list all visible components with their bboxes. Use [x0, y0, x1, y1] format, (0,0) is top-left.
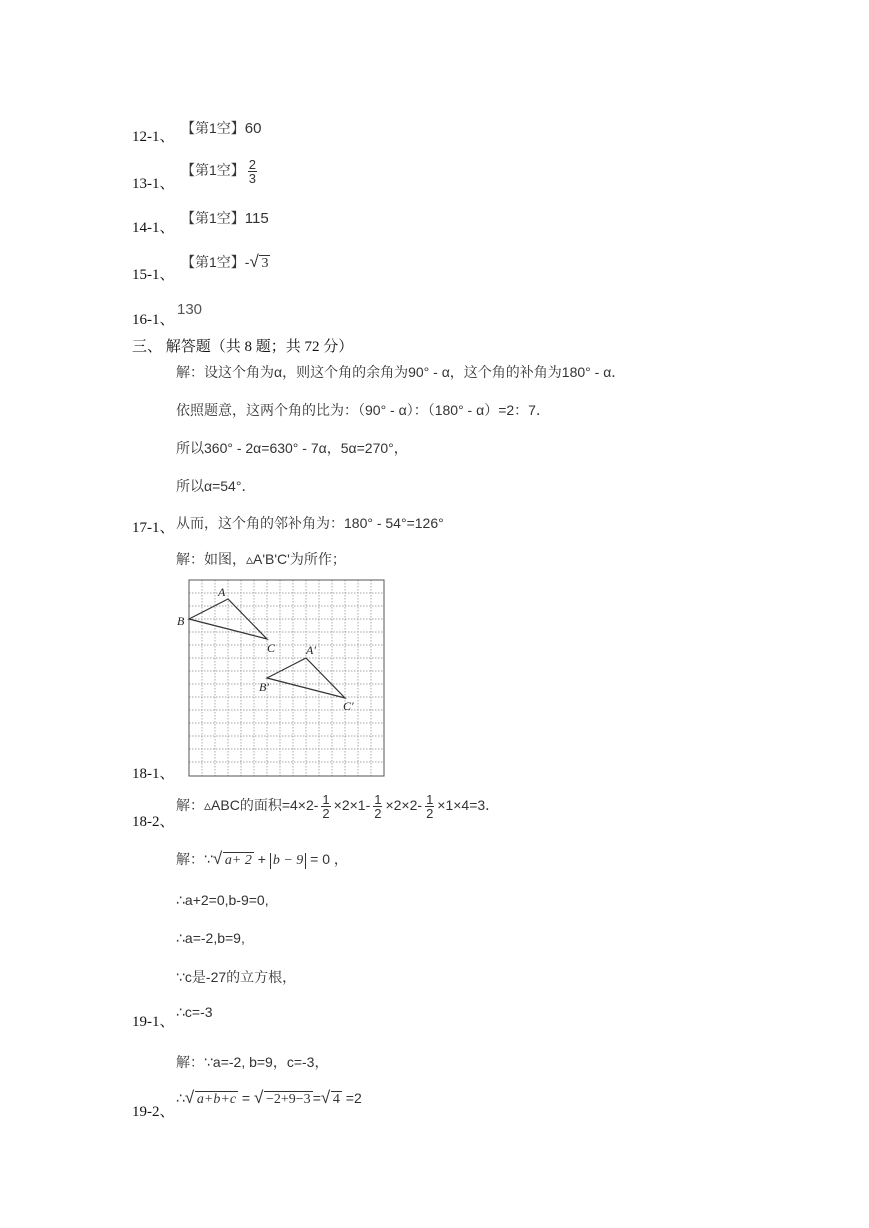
- denominator: 3: [248, 171, 257, 186]
- square-root: √ a+b+c: [184, 1088, 237, 1108]
- q17-label: 17-1、: [132, 520, 175, 536]
- section-title: 三、 解答题（共 8 题；共 72 分）: [132, 339, 354, 355]
- square-root: √ −2+9−3: [254, 1088, 311, 1108]
- point-a-label: A: [218, 585, 226, 599]
- answer-label-15: 15-1、: [132, 267, 175, 283]
- point-c-label: C: [267, 641, 276, 655]
- point-c2-label: C′: [343, 699, 354, 713]
- square-root: √ 3: [249, 252, 269, 272]
- fraction: [248, 158, 257, 185]
- point-b2-label: B′: [259, 680, 269, 694]
- square-root: √ 4: [320, 1088, 340, 1108]
- answer-value: 60: [244, 120, 262, 137]
- q19-label-1: 19-1、: [132, 1014, 175, 1030]
- grid-border: [189, 580, 384, 776]
- q18-label-2: 18-2、: [132, 814, 175, 830]
- answer-label-13: 13-1、: [132, 176, 175, 192]
- q19-line7: ∴ √ a+b+c = √ −2+9−3 = √ 4 =2: [176, 1088, 362, 1108]
- q19-line1: 解：∵ √ a+ 2 + b − 9 = 0 ，: [176, 849, 348, 869]
- q19-label-2: 19-2、: [132, 1104, 175, 1120]
- q17-line3: 所以360° - 2α=630° - 7α，5α=270°，: [176, 440, 408, 456]
- q19-line5: ∴c=-3: [176, 1004, 213, 1020]
- area-prefix: 解：▵ABC的面积=4×2-: [176, 797, 319, 814]
- q19-line4: ∵c是-27的立方根，: [176, 969, 297, 985]
- q19-line2: ∴a+2=0,b-9=0,: [176, 892, 269, 908]
- q19-line3: ∴a=-2,b=9,: [176, 930, 245, 946]
- answer-12: [181, 118, 261, 138]
- q17-line4: 所以α=54°．: [176, 478, 256, 494]
- fraction: $\frac{1}{2}$: [374, 792, 382, 821]
- q18-label-1: 18-1、: [132, 766, 175, 782]
- answer-value: 115: [244, 210, 269, 227]
- numerator: 2: [248, 157, 257, 172]
- point-a2-label: A′: [306, 643, 316, 657]
- q19-line6: 解：∵a=-2, b=9，c=-3，: [176, 1054, 329, 1070]
- blank-tag: 【第1空】: [181, 254, 245, 270]
- grid-figure: [176, 574, 390, 780]
- q18-area: 解：▵ABC的面积=4×2- $\frac{1}{2}$ ×2×1- $\frac{1}{2}$ ×2×2- $\frac{1}{2}$ ×1×4=3．: [176, 792, 500, 821]
- answer-label-16: 16-1、: [132, 312, 175, 328]
- absolute-value: b − 9: [270, 853, 306, 869]
- minus-sign: -: [244, 254, 250, 270]
- q17-line1: 解：设这个角为α，则这个角的余角为90° - α，这个角的补角为180° - α．: [176, 364, 626, 380]
- answer-14: [181, 208, 269, 228]
- blank-tag: 【第1空】: [181, 162, 245, 179]
- answer-15: [181, 252, 270, 272]
- fraction: $\frac{1}{2}$: [322, 792, 330, 821]
- point-b-label: B: [177, 614, 185, 628]
- q18-intro: 解：如图，▵A'B'C'为所作；: [176, 551, 346, 567]
- answer-label-14: 14-1、: [132, 220, 175, 236]
- fraction: $\frac{1}{2}$: [426, 792, 434, 821]
- blank-tag: 【第1空】: [181, 210, 245, 226]
- q17-line5: 从而，这个角的邻补角为：180° - 54°=126°: [176, 515, 444, 531]
- square-root: √ a+ 2: [212, 849, 252, 869]
- blank-tag: 【第1空】: [181, 120, 245, 136]
- radicand: 3: [261, 256, 269, 272]
- q17-line2: 依照题意，这两个角的比为：（90° - α）：（180° - α）=2：7．: [176, 402, 550, 418]
- answer-label-12: 12-1、: [132, 129, 175, 145]
- answer-16-value: 130: [177, 301, 203, 318]
- grid-lines: [189, 580, 384, 776]
- answer-13: [181, 158, 260, 185]
